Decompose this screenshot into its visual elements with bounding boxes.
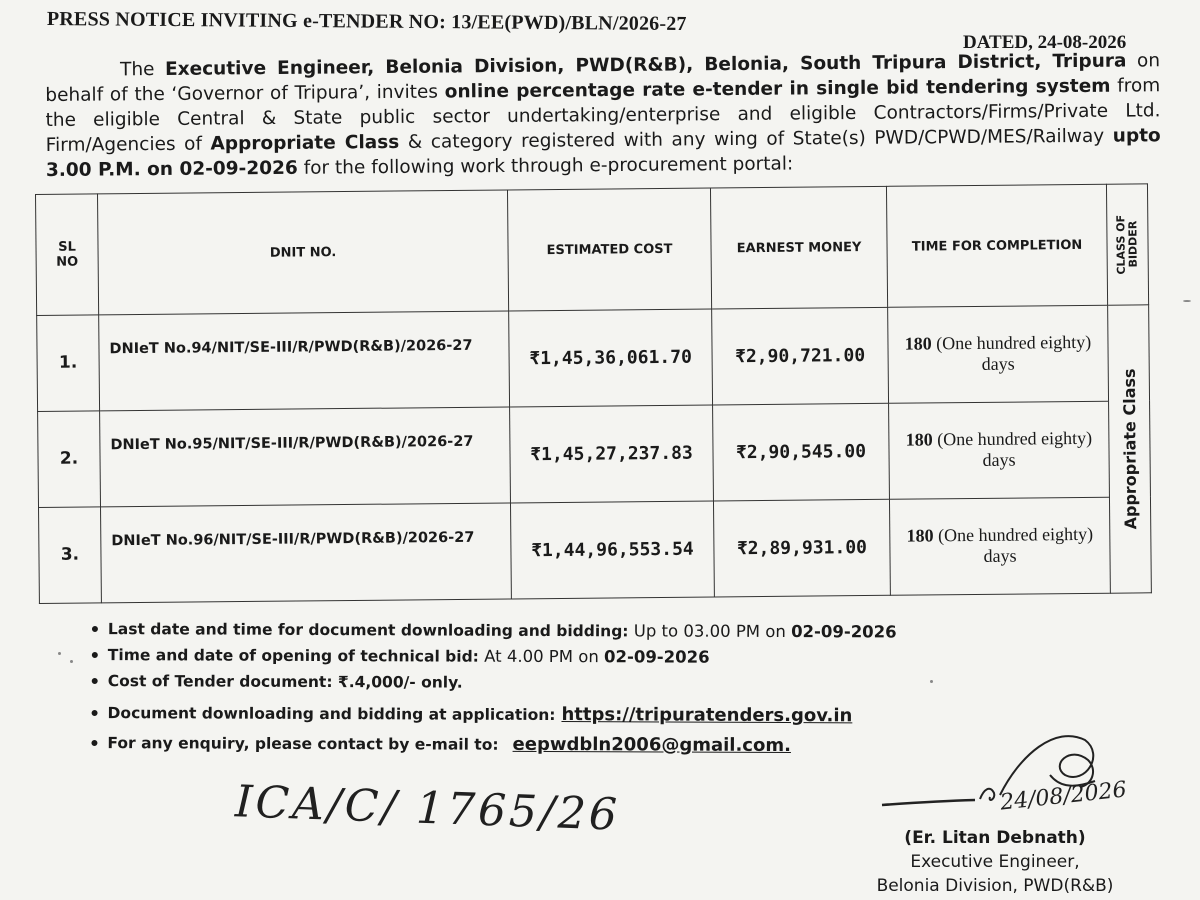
scan-speck (70, 660, 73, 663)
intro-bold-deadline: upto 3.00 P.M. on 02-09-2026 (45, 125, 1161, 181)
header-estimated-cost: ESTIMATED COST (507, 188, 711, 311)
signature-date: 24/08/2026 (999, 777, 1128, 816)
header-class-of-bidder: CLASS OF BIDDER (1114, 214, 1140, 275)
header-class-of-bidder-cell (1106, 184, 1148, 305)
row-dnit: DNIeT No.95/NIT/SE-III/R/PWD(R&B)/2026-27 (100, 407, 511, 507)
row-estimated-cost: ₹1,44,96,553.54 (510, 501, 714, 599)
signer-block (860, 826, 1130, 898)
header-earnest-money: EARNEST MONEY (710, 186, 887, 309)
row-sl: 3. (39, 507, 102, 604)
row-time (889, 401, 1110, 499)
intro-bold-class: Appropriate Class (210, 131, 400, 155)
intro-text-4: & category registered with any wing of State(s) PWD/CPWD/MES/Railway (399, 125, 1113, 153)
note-label: For any enquiry, please contact by e-mail to: (107, 734, 499, 754)
note-value: Up to 03.00 PM on (628, 621, 792, 642)
note-value-bold: 02-09-2026 (604, 647, 710, 667)
signer-office: Belonia Division, PWD(R&B) (876, 876, 1114, 896)
row-earnest-money: ₹2,90,721.00 (712, 307, 889, 405)
email-link[interactable]: eepwdbln2006@gmail.com. (512, 733, 792, 757)
note-item (91, 730, 896, 760)
row-time-number: 180 (906, 525, 934, 547)
note-label: Cost of Tender document: ₹.4,000/- only. (107, 672, 463, 692)
scan-speck (58, 652, 61, 655)
row-time (889, 497, 1110, 595)
header-dnit: DNIT NO. (98, 190, 509, 315)
note-value: At 4.00 PM on (478, 646, 605, 667)
table-row (39, 497, 1152, 604)
row-earnest-money: ₹2,90,545.00 (713, 403, 890, 501)
intro-paragraph (45, 48, 1161, 183)
note-value-bold: 02-09-2026 (791, 622, 897, 642)
intro-bold-issuer: Executive Engineer, Belonia Division, PWD(R&B), Belonia, South Tripura District, Tripura (164, 50, 1127, 80)
class-of-bidder-cell (1108, 305, 1152, 593)
row-time-text: (One hundred eighty) days (932, 428, 1093, 471)
signer-name: (Er. Litan Debnath) (904, 828, 1086, 848)
note-item (92, 616, 897, 646)
intro-text-2: on behalf of the ‘Governor of Tripura’, invites (45, 50, 1161, 106)
row-time-number: 180 (905, 429, 933, 451)
header-time-for-completion: TIME FOR COMPLETION (886, 184, 1107, 307)
row-time-number: 180 (904, 333, 932, 355)
handwritten-reference: ICA/C/ 1765/26 (234, 776, 621, 841)
row-sl: 1. (37, 315, 100, 412)
notice-title: PRESS NOTICE INVITING e-TENDER NO: 13/EE(PWD)/BLN/2026-27 (46, 8, 687, 36)
header-sl-no: SL NO (36, 194, 99, 316)
table-row (37, 305, 1150, 412)
intro-bold-tender-type: online percentage rate e-tender in single bid tendering system (444, 75, 1111, 103)
note-label: Document downloading and bidding at application: (107, 704, 556, 725)
row-estimated-cost: ₹1,45,27,237.83 (510, 405, 714, 503)
row-dnit: DNIeT No.94/NIT/SE-III/R/PWD(R&B)/2026-27 (99, 311, 510, 411)
notice-date: DATED, 24-08-2026 (963, 32, 1127, 53)
note-label: Time and date of opening of technical bid: (107, 646, 479, 666)
row-dnit: DNIeT No.96/NIT/SE-III/R/PWD(R&B)/2026-27 (101, 503, 512, 603)
row-time (888, 305, 1109, 403)
intro-text-1: The (120, 58, 166, 81)
note-item (92, 642, 897, 672)
row-time-text: (One hundred eighty) days (931, 332, 1092, 375)
note-item (92, 700, 897, 730)
row-estimated-cost: ₹1,45,36,061.70 (509, 309, 713, 407)
row-earnest-money: ₹2,89,931.00 (713, 499, 890, 597)
note-item (92, 668, 897, 698)
table-row (38, 401, 1151, 508)
portal-link[interactable]: https://tripuratenders.gov.in (561, 704, 853, 727)
row-time-text: (One hundred eighty) days (933, 524, 1094, 567)
signer-designation: Executive Engineer, (910, 852, 1080, 872)
scan-speck (1183, 300, 1191, 302)
table-header-row (36, 184, 1149, 316)
class-of-bidder-value: Appropriate Class (1119, 368, 1140, 530)
note-label: Last date and time for document downloading and bidding: (107, 620, 629, 641)
tender-table (35, 183, 1152, 604)
intro-text-5: for the following work through e-procurement portal: (297, 153, 794, 179)
scan-speck (930, 680, 933, 683)
notes-list (91, 616, 896, 760)
row-sl: 2. (38, 411, 101, 508)
intro-text-3: from the eligible Central & State public sector undertaking/enterprise and eligible Contractors/Firms/Private Ltd. Firm/Agencies of (45, 75, 1161, 156)
